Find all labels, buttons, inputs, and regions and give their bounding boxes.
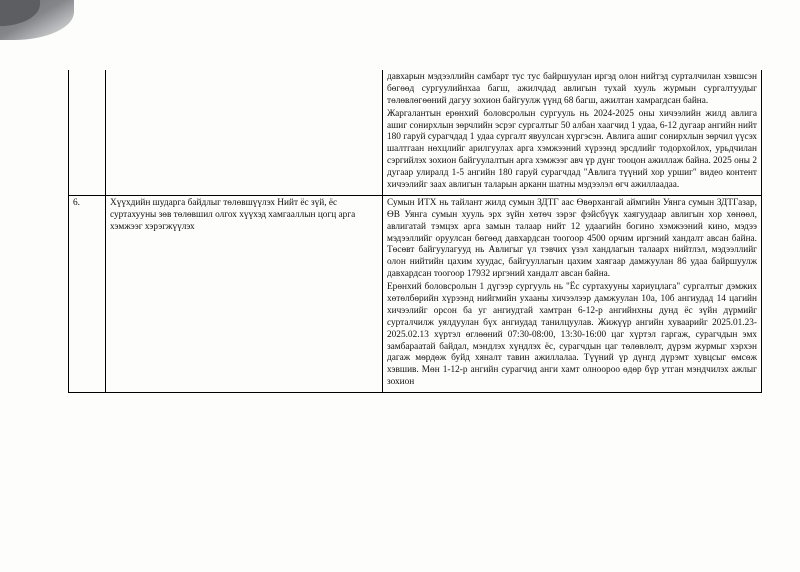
paragraph: Сумын ИТХ нь тайлант жилд сумын ЗДТГ аас Өвөрхангай аймгийн Уянга сумын ЗДТГазар, ӨВ Уянга сумын хууль эрх зүйн хөтөч зэрэг фэйсбүүк хаягуудаар авлигын хор хөнөөл, авлигатай тэмцэх арга замын талаар нийт 12 удаагийн богино хэмжээний кино, мэдээ мэдээллийг оруулсан бөгөөд давхардсан тоогоор 4500 орчим иргэний хандалт авсан байна. Төсөвт байгуулагууд нь Авлигыг үл тэвчих үзэл хандлагын талаарх нийтлэл, мэдээллийг олон нийтийн цахим хуудас, байгууллагын цахим хаягаар дамжуулан 86 удаа байршуулж давхардсан тоогоор 17932 иргэний хандалт авсан байна. [387, 197, 757, 280]
paragraph: Ерөнхий боловсролын 1 дүгээр сургууль нь "Ёс суртахууны хариуцлага" сургалтыг дэмжих хөтөлбөрийн хүрээнд нийгмийн ухааны хичээлээр дамжуулан 10а, 10б ангиудад 14 цагийн хичээлийг орсон ба уг ангиудтай хамтран 6-12-р ангийнхны дунд ёс зүйн дүрмийг сурталчилж уялдуулан бүх ангиудад танилцуулав. Жижүүр ангийн хуваарийг 2025.01.23-2025.02.13 хүртэл өглөөний 07:30-08:00, 13:30-16:00 цаг хүртэл гаргаж, сурагчдын эмх замбараатай байдал, мэндлэх хүндлэх ёс, сурагчдын цаг төлөвлөлт, дүрэм журмыг хэрхэн дагаж мөрдөж буйд хяналт тавин ажиллалаа. Түүний үр дүнгд дүрэмт хувцсыг өмсөж хэвшив. Мөн 1-12-р ангийн сурагчид анги хамт олноороо өдөр бүр утган мэндчилэх ажлыг зохион [387, 282, 757, 388]
paragraph: давхарын мэдээллийн самбарт тус тус байршуулан иргэд олон нийтэд сурталчилан хэвшсэн бөгөөд сургуулийнхаа багш, ажилчдад авлигын тухай хууль журмын сургалтуудыг төлөвлөгөөний дагуу зохион байгуулж үүнд 68 багш, ажилтан хамрагдсан байна. [387, 72, 757, 106]
row-number-cell: 6. [69, 195, 106, 392]
table-row [69, 70, 762, 195]
document-table [68, 70, 762, 393]
row-measure-cell [106, 70, 383, 195]
paragraph: Жаргалантын ерөнхий боловсролын сургууль нь 2024-2025 оны хичээлийн жилд авлига ашиг сонирхлын зөрчлийн эсрэг сургалтыг 50 албан хаагчид 1 удаа, 6-12 дугаар ангийн нийт 180 гаруй сурагчдад 1 удаа сургалт явуулсан хүргэсэн. Авлига ашиг сонирхлын зөрчил үүсэх шалтгаан нөхцлийг арилгуулах арга хэмжээний хүрээнд эрсдлийг тодорхойлох, урьдчилан сэргийлэх зохион байгуулалтын арга хэмжээг авч үр дүнг тооцон ажиллаж байна. 2025 оны 2 дугаар улиралд 1-5 ангийн 180 гаруй сурагчдад "Авлига түүний хор уршиг" видео контент хичээлийг заах авлигын таларын арканн шатны мэдээлэл өгч ажиллаадаа. [387, 108, 757, 191]
row-measure-cell [106, 195, 383, 392]
table-row [69, 195, 762, 392]
row-number-cell [69, 70, 106, 195]
row-result-cell [383, 195, 762, 392]
row-result-cell [383, 70, 762, 195]
paragraph: Хүүхдийн шударга байдлыг төлөвшүүлэх Нийт ёс зүй, ёс суртахууны зөв төлөвшил олгох хүүхэд хамгааллын цогц арга хэмжээг хэрэгжүүлэх [110, 197, 356, 232]
